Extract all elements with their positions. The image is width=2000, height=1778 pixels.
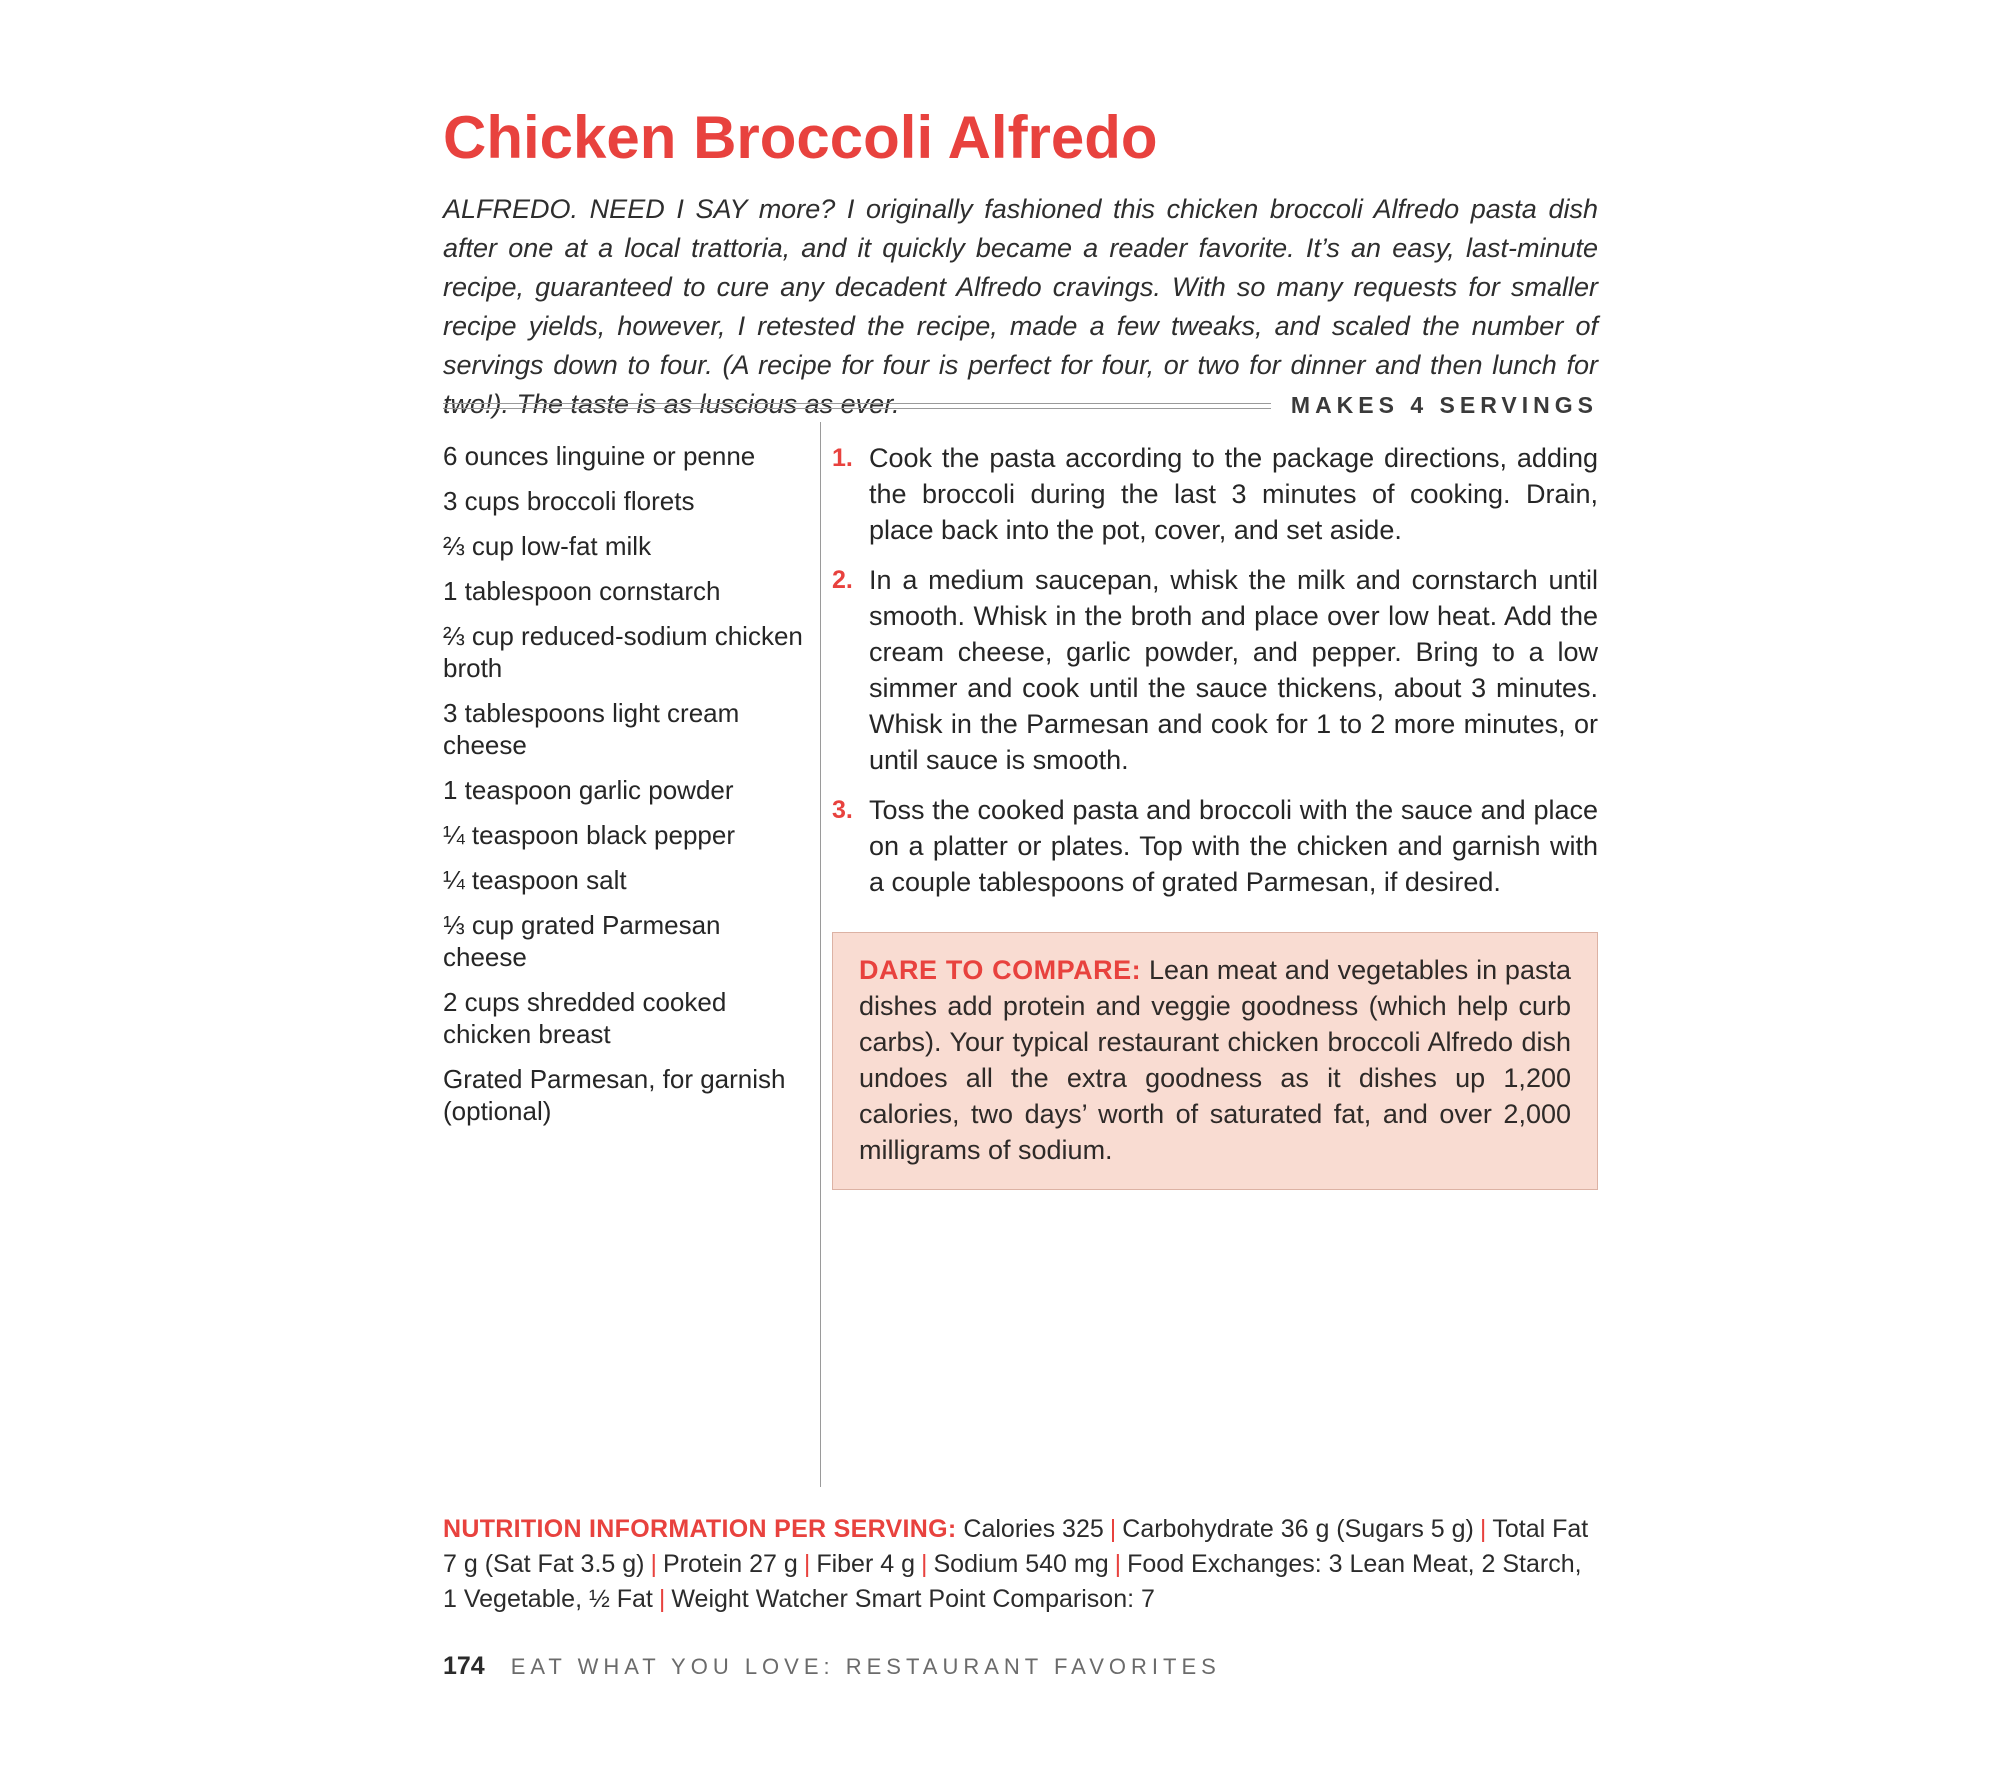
step-text: Toss the cooked pasta and broccoli with the sauce and place on a platter or plates. Top with the chicken and garnish with a couple tablespoons of grated Parmesan, if desired. <box>869 795 1598 897</box>
servings-header <box>443 392 1598 419</box>
nutrition-item: Weight Watcher Smart Point Comparison: 7 <box>671 1585 1155 1613</box>
step-number: 3. <box>832 796 853 824</box>
nutrition-item: Carbohydrate 36 g (Sugars 5 g) <box>1122 1515 1474 1543</box>
ingredient-item: 3 tablespoons light cream cheese <box>443 698 740 760</box>
instructions-list <box>832 440 1598 900</box>
instruction-step <box>832 440 1598 548</box>
nutrition-separator: | <box>650 1550 657 1578</box>
instruction-step <box>832 562 1598 778</box>
ingredient-item: 6 ounces linguine or penne <box>443 441 756 471</box>
ingredient-item: 1 teaspoon garlic powder <box>443 775 734 805</box>
nutrition-separator: | <box>658 1585 666 1613</box>
ingredient-item: 1 tablespoon cornstarch <box>443 576 721 606</box>
nutrition-item: Sodium 540 mg <box>933 1550 1109 1578</box>
nutrition-item: Calories 325 <box>963 1515 1104 1543</box>
book-title: EAT WHAT YOU LOVE: RESTAURANT FAVORITES <box>510 1654 1221 1679</box>
dare-to-compare-label: DARE TO COMPARE: <box>859 955 1142 985</box>
dare-to-compare-text: Lean meat and vegetables in pasta dishes add protein and veggie goodness (which help curb carbs). Your typical restaurant chicken broccoli Alfredo dish undoes all the extra goodness as it dishes up 1,200 calories, two days’ worth of saturated fat, and over 2,000 milligrams of sodium. <box>859 955 1571 1165</box>
nutrition-separator: | <box>1114 1550 1122 1578</box>
ingredient-item: ⅔ cup reduced-sodium chicken broth <box>443 621 803 683</box>
step-text: Cook the pasta according to the package directions, adding the broccoli during the last 3 minutes of cooking. Drain, place back into the pot, cover, and set aside. <box>869 443 1598 545</box>
nutrition-item: Protein 27 g <box>663 1550 798 1578</box>
step-text: In a medium saucepan, whisk the milk and cornstarch until smooth. Whisk in the broth and place over low heat. Add the cream cheese, garlic powder, and pepper. Bring to a low simmer and cook until the sauce thickens, about 3 minutes. Whisk in the Parmesan and cook for 1 to 2 more minutes, or until sauce is smooth. <box>869 565 1598 775</box>
step-number: 1. <box>832 444 853 472</box>
dare-to-compare-box <box>832 932 1598 1190</box>
nutrition-item: Food Exchanges: 3 Lean Meat, 2 Starch, 1 Vegetable, ½ Fat <box>443 1550 1582 1613</box>
recipe-intro: ALFREDO. NEED I SAY more? I originally fashioned this chicken broccoli Alfredo pasta dish after one at a local trattoria, and it quickly became a reader favorite. It’s an easy, last-minute recipe, guaranteed to cure any decadent Alfredo cravings. With so many requests for smaller recipe yields, however, I retested the recipe, made a few tweaks, and scaled the number of servings down to four. (A recipe for four is perfect for four, or two for dinner and then lunch for two!). The taste is as luscious as ever. <box>443 194 1598 419</box>
instruction-step <box>832 792 1598 900</box>
ingredient-item: ⅓ cup grated Parmesan cheese <box>443 910 721 972</box>
ingredients-list <box>443 440 811 1140</box>
nutrition-separator: | <box>1109 1515 1117 1543</box>
step-number: 2. <box>832 566 853 594</box>
nutrition-item: Total Fat 7 g (Sat Fat 3.5 g) <box>443 1515 1589 1578</box>
nutrition-label: NUTRITION INFORMATION PER SERVING: <box>443 1515 957 1543</box>
ingredient-item: 3 cups broccoli florets <box>443 486 695 516</box>
ingredient-item: 2 cups shredded cooked chicken breast <box>443 987 727 1049</box>
nutrition-item: Fiber 4 g <box>816 1550 915 1578</box>
ingredient-item: Grated Parmesan, for garnish (optional) <box>443 1064 786 1126</box>
instructions-column <box>832 440 1598 1190</box>
page-number: 174 <box>443 1652 485 1680</box>
ingredient-item: ¼ teaspoon salt <box>443 865 627 895</box>
recipe-title: Chicken Broccoli Alfredo <box>443 104 1158 171</box>
page-footer <box>443 1652 1221 1681</box>
nutrition-info <box>443 1512 1600 1617</box>
nutrition-separator: | <box>921 1550 928 1578</box>
ingredient-item: ⅔ cup low-fat milk <box>443 531 652 561</box>
column-divider <box>820 422 821 1487</box>
nutrition-separator: | <box>1479 1515 1487 1543</box>
ingredient-item: ¼ teaspoon black pepper <box>443 820 735 850</box>
servings-label: MAKES 4 SERVINGS <box>1290 392 1598 418</box>
nutrition-separator: | <box>803 1550 811 1578</box>
servings-double-rule <box>443 403 1271 409</box>
